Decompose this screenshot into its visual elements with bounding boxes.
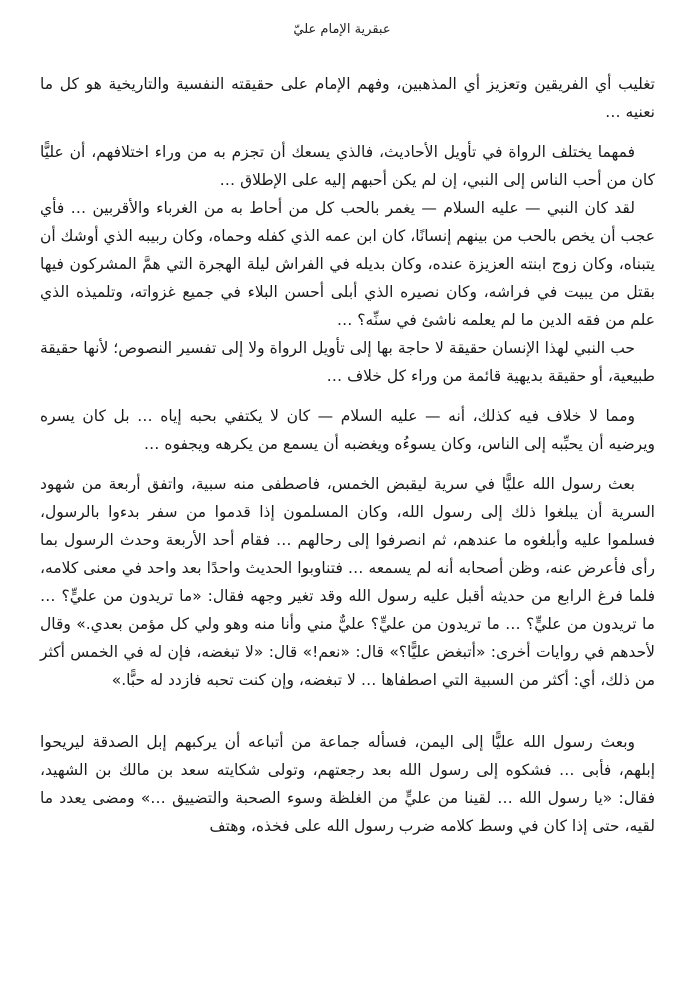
paragraph-natural-truth: حب النبي لهذا الإنسان حقيقة لا حاجة بها إلى تأويل الرواة ولا إلى تفسير النصوص؛ لأنها حقيقة طبيعية، أو حقيقة بديهية قائمة من وراء كل خلاف …: [40, 339, 655, 385]
page-body: [40, 70, 655, 840]
paragraph-continuation: تغليب أي الفريقين وتعزيز أي المذهبين، وفهم الإمام على حقيقته النفسية والتاريخية هو كل ما نعنيه …: [40, 75, 655, 121]
page-title: عبقرية الإمام عليّ: [293, 22, 391, 37]
paragraph-khums-story: بعث رسول الله عليًّا في سرية ليقبض الخمس، فاصطفى منه سبية، واتفق أربعة من شهود السرية أن يبلغوا ذلك إلى رسول الله، وكان المسلمون إذا قدموا من سفر بدءوا بالرسول، فسلموا عليه وأبلغوه ما عندهم، ثم انصرفوا إلى رحالهم … فقام أحد الأربعة وحدث الرسول بما رأى فأعرض عنه، وظن أصحابه أنه لم يسمعه … فتناوبوا الحديث واحدًا بعد واحد في معنى كلامه، فلما فرغ الرابع من حديثه أقبل عليه رسول الله وقد تغير وجهه فقال: «ما تريدون من عليٍّ؟ … ما تريدون من عليٍّ؟ … ما تريدون من عليٍّ؟ عليٌّ مني وأنا منه وهو ولي كل مؤمن بعدي.» وقال لأحدهم في روايات أخرى: «أتبغض عليًّا؟» قال: «نعم!» قال: «لا تبغضه، فإن له في الخمس أكثر من ذلك، أي: أكثر من السبية التي اصطفاها … لا تبغضه، وإن كنت تحبه فازدد له حبًّا.»: [40, 475, 655, 689]
paragraph-yemen-story: وبعث رسول الله عليًّا إلى اليمن، فسأله جماعة من أتباعه أن يركبهم إبل الصدقة ليريحوا إبلهم، فأبى … فشكوه إلى رسول الله بعد رجعتهم، وتولى شكايته سعد بن مالك بن الشهيد، فقال: «يا رسول الله … لقينا من عليٍّ من الغلظة وسوء الصحبة والتضييق …» ومضى يعدد ما لقيه، حتى إذا كان في وسط كلامه ضرب رسول الله على فخذه، وهتف: [40, 733, 655, 835]
paragraph-narrators: فمهما يختلف الرواة في تأويل الأحاديث، فالذي يسعك أن تجزم به من وراء اختلافهم، أن عليًّا كان من أحب الناس إلى النبي، إن لم يكن أحبهم إليه على الإطلاق …: [40, 143, 655, 189]
paragraph-no-dispute: ومما لا خلاف فيه كذلك، أنه — عليه السلام — كان لا يكتفي بحبه إياه … بل كان يسره ويرضيه أن يحبِّبه إلى الناس، وكان يسوءُه ويغضبه أن يسمع من يكرهه ويجفوه …: [40, 407, 655, 453]
paragraph-prophet-love: لقد كان النبي — عليه السلام — يغمر بالحب كل من أحاط به من الغرباء والأقربين … فأي عجب أن يخص بالحب من بينهم إنسانًا، كان ابن عمه الذي كفله وحماه، وكان ربيبه الذي أوشك أن يتبناه، وكان زوج ابنته العزيزة عنده، وكان بديله في الفراش ليلة الهجرة التي همَّ المشركون فيها بقتل من يبيت في فراشه، وكان نصيره الذي أبلى أحسن البلاء في جميع غزواته، وتلميذه الذي علم من فقه الدين ما لم يعلمه ناشئ في سنِّه؟ …: [40, 199, 655, 329]
